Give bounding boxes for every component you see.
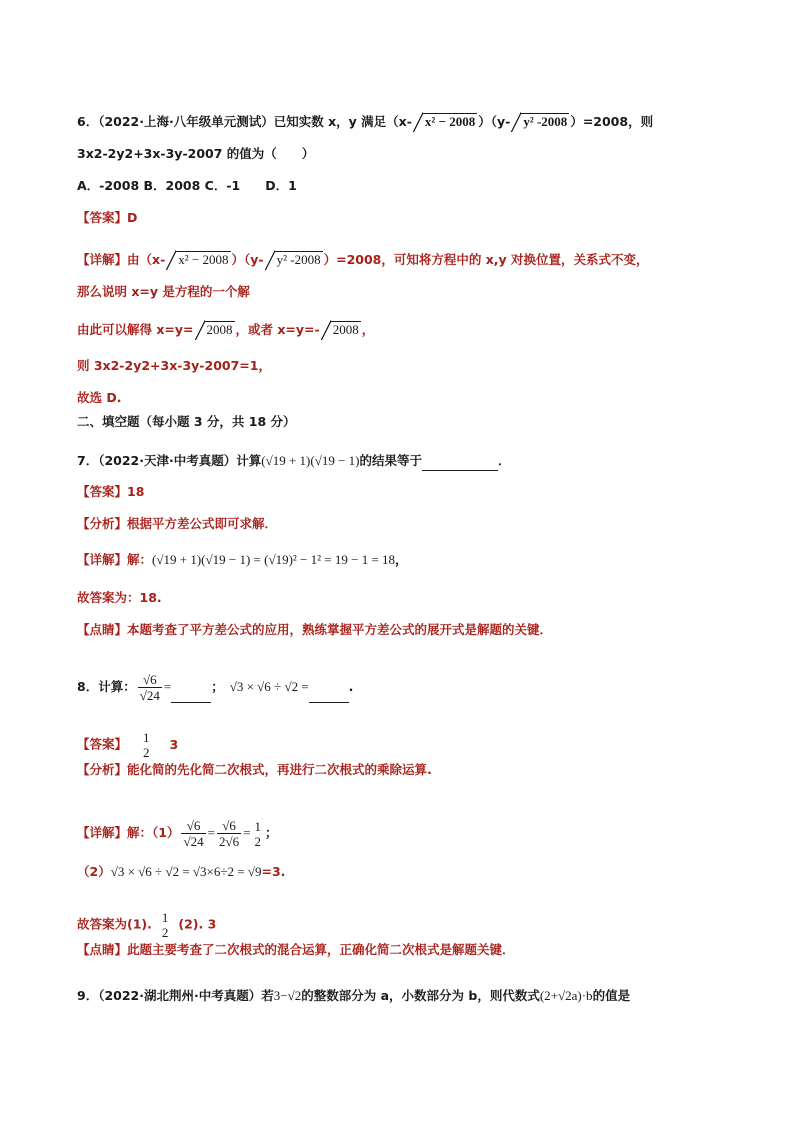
q8-answer: 【答案】 1 2 3 [77, 730, 179, 760]
q8-stem: 8．计算： $\frac{√6}{√24}$ = ； √3 × √6 ÷ √2 = . [77, 672, 354, 703]
q6-detail-line1: 【详解】由（x- x² − 2008 ）（y- y² -2008 ）=2008，可知将方程中的 x,y 对换位置，关系式不变， [77, 250, 649, 270]
sqrt-y2-2008: y² -2008 [511, 112, 569, 132]
q6-answer: 【答案】D [77, 210, 138, 225]
q7-detail: 【详解】解：(√19 + 1)(√19 − 1) = (√19)² − 1² = 19 − 1 = 18， [77, 552, 408, 567]
q8-detail-2: （2）√3 × √6 ÷ √2 = √3×6÷2 = √9=3. [77, 864, 286, 879]
q7-final: 故答案为：18. [77, 590, 162, 605]
q6-detail-line4: 则 3x2-2y2+3x-3y-2007=1， [77, 358, 271, 373]
q7-stem: 7．（2022·天津·中考真题）计算(√19 + 1)(√19 − 1)的结果等于 ． [77, 450, 511, 471]
q6-detail-line2: 那么说明 x=y 是方程的一个解 [77, 284, 250, 299]
fraction-sqrt6-sqrt24: $\frac{√6}{√24}$ [139, 672, 160, 703]
q6-options: A．-2008 B．2008 C．-1 D．1 [77, 178, 297, 193]
section-header: 二、填空题（每小题 3 分，共 18 分） [77, 414, 296, 429]
q7-analysis: 【分析】根据平方差公式即可求解． [77, 516, 278, 531]
q7-answer-blank[interactable] [422, 450, 498, 471]
q8-comment: 【点睛】此题主要考查了二次根式的混合运算，正确化简二次根式是解题关键． [77, 942, 515, 957]
q8-detail-1: 【详解】解：（1） $\frac{√6}{√24}$ = $\frac{√6}{2√6}$ = 1 2 ； [77, 818, 278, 849]
q6-stem: 6．（2022·上海·八年级单元测试）已知实数 x，y 满足（x- x² − 2008 ）（y- y² -2008 ）=2008，则 [77, 112, 653, 132]
q6-detail-line3: 由此可以解得 x=y= 2008 ，或者 x=y=- 2008 ， [77, 320, 374, 340]
q6-detail-line5: 故选 D. [77, 390, 122, 405]
q8-analysis: 【分析】能化简的先化简二次根式，再进行二次根式的乘除运算. [77, 762, 432, 777]
q8-final: 故答案为(1). 1 2 (2). 3 [77, 910, 217, 940]
q7-comment: 【点睛】本题考查了平方差公式的应用，熟练掌握平方差公式的展开式是解题的关键． [77, 622, 553, 637]
q8-blank-2[interactable] [309, 682, 349, 703]
q9-stem: 9．（2022·湖北荆州·中考真题）若3−√2的整数部分为 a，小数部分为 b，则代数式(2+√2a)·b的值是 [77, 988, 631, 1003]
q7-answer: 【答案】18 [77, 484, 145, 499]
q8-blank-1[interactable] [171, 682, 211, 703]
answer-fraction-half: 1 2 [143, 730, 150, 760]
sqrt-x2-2008: x² − 2008 [413, 112, 477, 132]
q6-stem-line2: 3x2-2y2+3x-3y-2007 的值为（ ） [77, 146, 315, 161]
